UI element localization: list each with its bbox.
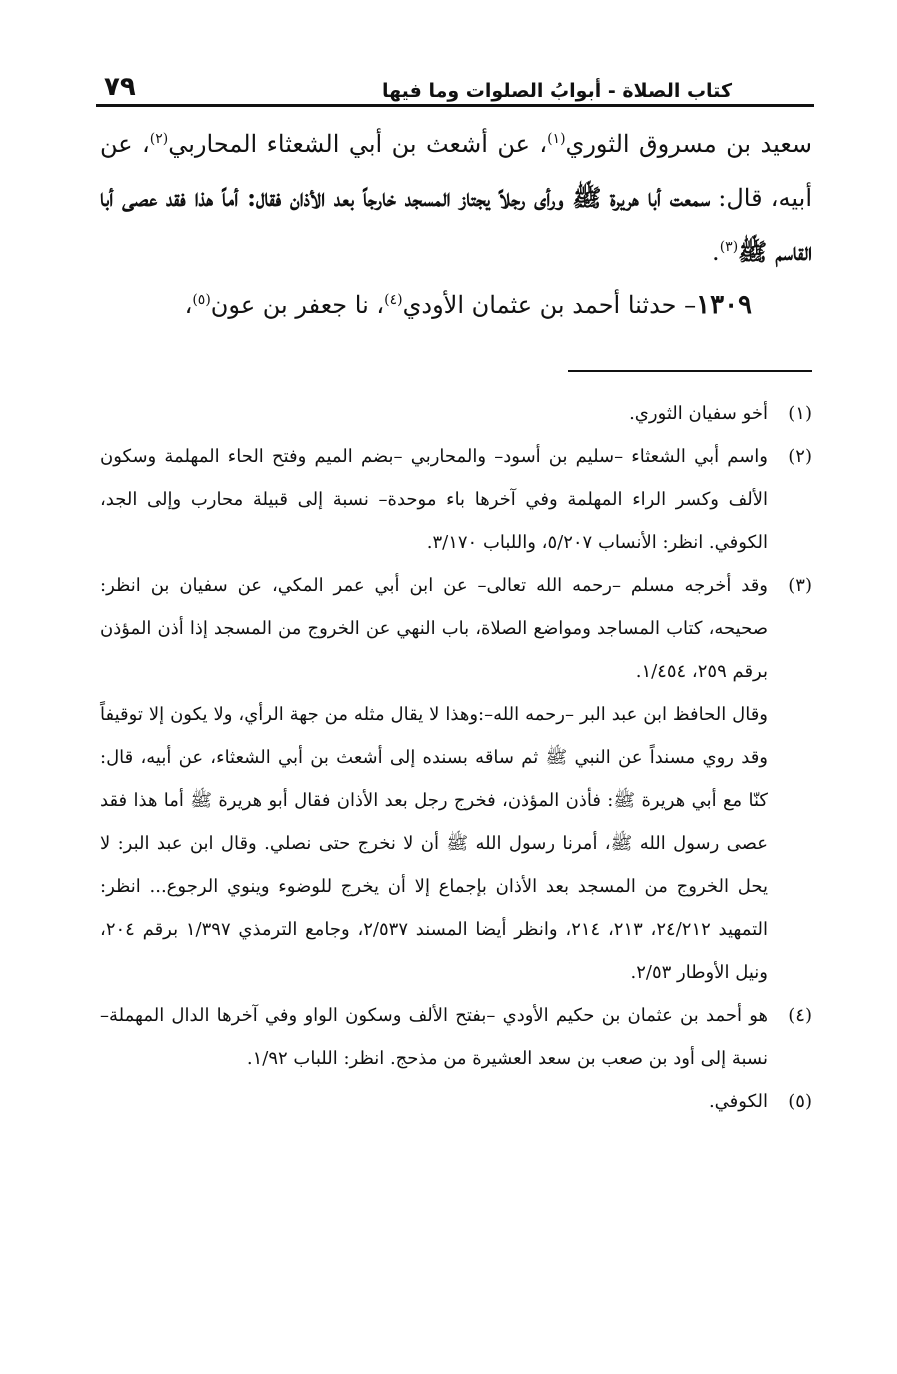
footnote-text: أخو سفيان الثوري. (629, 403, 768, 424)
footnote-ref: (٣) (719, 239, 739, 255)
text-span: ، نا جعفر بن عون (210, 291, 385, 319)
text-span: ، عن أشعث بن أبي الشعثاء المحاربي (168, 130, 548, 158)
main-text (100, 118, 812, 332)
footnote-number: (١) (788, 403, 812, 424)
text-span: – حدثنا أحمد بن عثمان الأودي (402, 291, 697, 319)
footnote-text: الكوفي. (708, 1091, 768, 1112)
footnote-continuation: وقال الحافظ ابن عبد البر –رحمه الله–:وهذا لا يقال مثله من جهة الرأي، ولا يكون إلا توقيفاً وقد روي مسنداً عن النبي ﷺ ثم ساقه بسنده إلى أشعث بن أبي الشعثاء، عن أبيه، قال: كنّا مع أبي هريرة ﷺ: فأذن المؤذن، فخرج رجل بعد الأذان فقال أبو هريرة ﷺ أما هذا فقد عصى رسول الله ﷺ، أمرنا رسول الله ﷺ أن لا نخرج حتى نصلي. وقال ابن عبد البر: لا يحل الخروج من المسجد بعد الأذان بإجماع إلا أن يخرج للوضوء وينوي الرجوع... انظر: التمهيد ٢٤/٢١٢، ٢١٣، ٢١٤، وانظر أيضا المسند ٢/٥٣٧، وجامع الترمذي ١/٣٩٧ برقم ٢٠٤، ونيل الأوطار ٢/٥٣. (100, 704, 769, 983)
text-span: ، (184, 291, 193, 319)
footnote-text: هو أحمد بن عثمان بن حكيم الأودي –بفتح الألف وسكون الواو وفي آخرها الدال المهملة– نسبة إلى أود بن صعب بن سعد العشيرة من مذحج. انظر: اللباب ١/٩٢. (100, 1005, 768, 1069)
page-number: ٧٩ (104, 72, 136, 102)
paragraph-narration (100, 118, 812, 279)
footnote-ref: (١) (547, 131, 566, 147)
footnote-text: واسم أبي الشعثاء –سليم بن أسود– والمحاربي –بضم الميم وفتح الحاء المهلمة وسكون الألف وكسر الراء المهلمة وفي آخرها باء موحدة– نسبة إلى قبيلة محارب وإلى الجد، الكوفي. انظر: الأنساب ٥/٢٠٧، واللباب ٣/١٧٠. (100, 446, 768, 553)
text-span: سعيد بن مسروق الثوري (565, 130, 813, 158)
footnote-text: وقد أخرجه مسلم –رحمه الله تعالى– عن ابن أبي عمر المكي، عن سفيان بن انظر: صحيحه، كتاب المساجد ومواضع الصلاة، باب النهي عن الخروج من المسجد إذا أذن المؤذن برقم ٢٥٩، ١/٤٥٤. (100, 575, 768, 682)
footnote-ref: (٢) (149, 131, 169, 147)
footnotes (100, 392, 812, 1123)
footnote-number: (٣) (788, 575, 812, 596)
page-header (100, 62, 812, 102)
footnote-item (100, 1080, 812, 1123)
footnote-number: (٢) (788, 446, 812, 467)
footnote-number: (٥) (788, 1091, 812, 1112)
footnote-ref: (٤) (384, 292, 403, 308)
footnote-ref: (٥) (192, 292, 211, 308)
footnote-number: (٤) (788, 1005, 812, 1026)
footnote-item (100, 435, 812, 564)
footnote-separator (568, 370, 812, 372)
header-rule (96, 104, 814, 107)
footnote-item (100, 392, 812, 435)
hadith-number: ١٣٠٩ (696, 290, 752, 320)
paragraph-hadith-1309 (100, 279, 812, 332)
text-span: ، عن أبيه، قال: (100, 130, 812, 212)
footnote-item (100, 564, 812, 693)
hadith-text: سمعت أبا هريرة ﷺ ورأى رجلاً يجتاز المسجد خارجاً بعد الأذان فقال: أماً هذا فقد عصى أبا القاسم ﷺ (100, 183, 812, 266)
running-title: كتاب الصلاة - أبوابُ الصلوات وما فيها (381, 80, 732, 102)
text-span: . (712, 238, 720, 266)
footnote-item (100, 994, 812, 1080)
